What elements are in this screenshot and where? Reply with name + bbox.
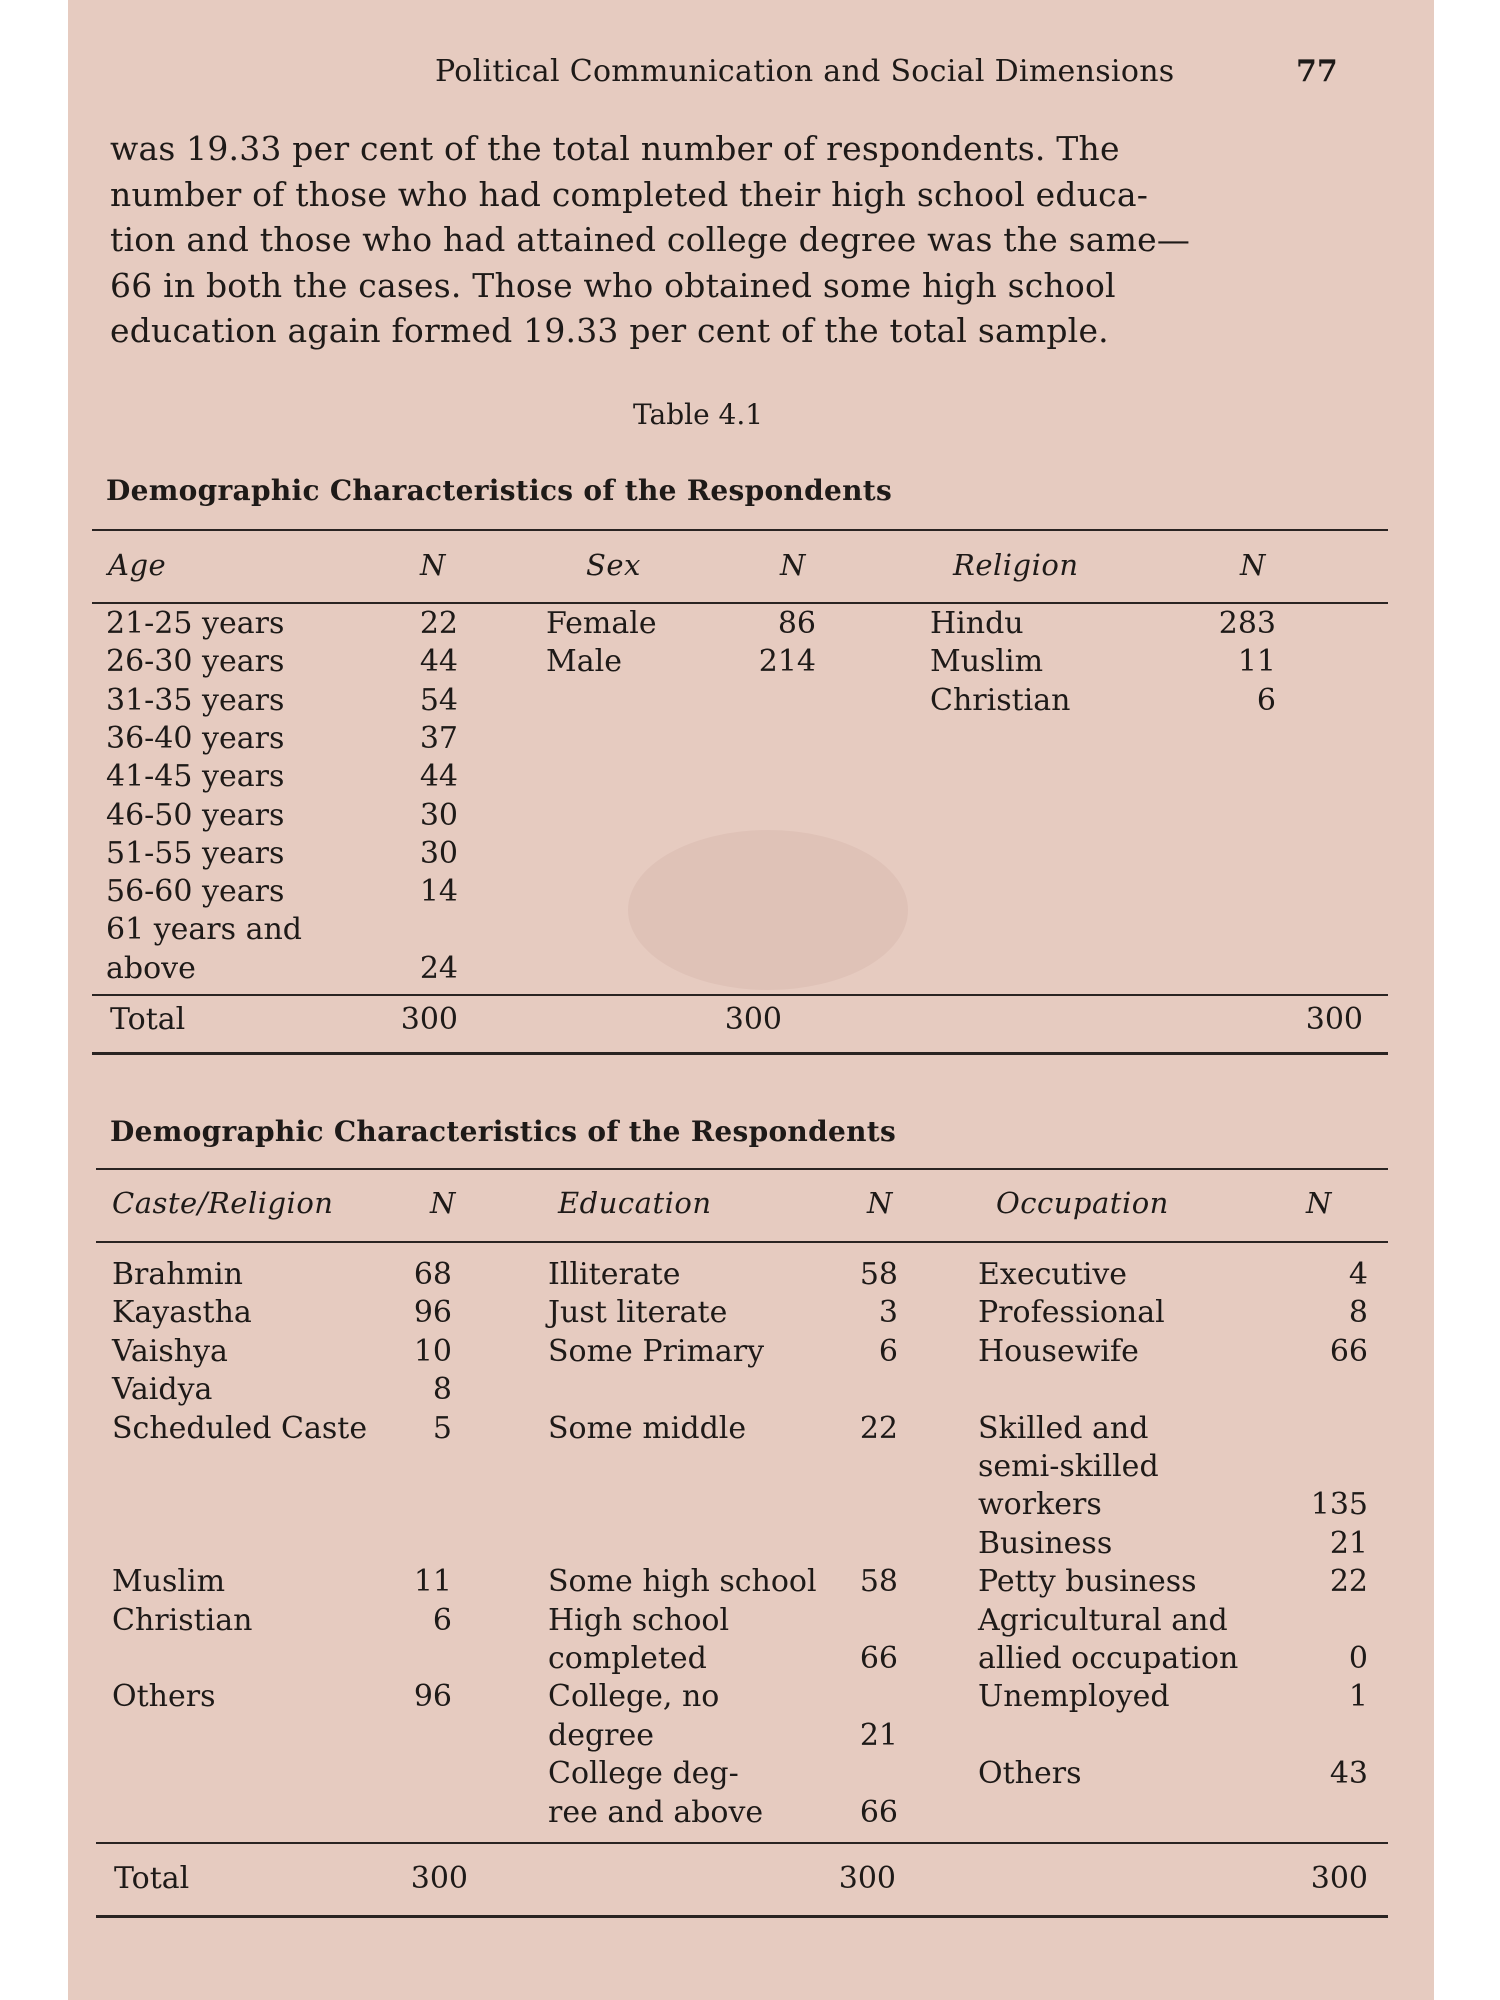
table1-total-age: 300 (400, 1002, 458, 1037)
education-row-label: Some high school (548, 1564, 817, 1600)
table1-total-label: Total (110, 1002, 186, 1037)
age-row-n: 44 (419, 759, 458, 795)
caste-row-n: 6 (432, 1602, 452, 1638)
age-row-n: 14 (419, 874, 458, 910)
caste-row-n: 68 (413, 1257, 452, 1292)
page-number: 77 (1296, 54, 1338, 89)
table2-total-occupation: 300 (1310, 1861, 1368, 1896)
caste-row-label: Vaishya (112, 1333, 228, 1369)
sex-row-n: 86 (777, 606, 816, 641)
age-row-label: 41-45 years (106, 759, 285, 795)
age-row-label: 31-35 years (106, 682, 285, 718)
education-row-n: 66 (859, 1641, 898, 1676)
running-header: Political Communication and Social Dimensions (435, 54, 1175, 89)
table1-total-religion: 300 (1305, 1002, 1363, 1037)
book-page (68, 0, 1434, 2000)
occupation-row-label: Unemployed (978, 1679, 1170, 1715)
table1-header-sex-n: N (780, 548, 806, 582)
age-row-label: 21-25 years (106, 606, 285, 641)
religion-row-label: Muslim (930, 644, 1044, 680)
age-row-n: 44 (419, 644, 458, 680)
caste-row-label: Muslim (112, 1564, 226, 1600)
caste-row-n: 96 (413, 1295, 452, 1331)
age-row-label: above (106, 950, 196, 986)
education-row-n: 58 (859, 1564, 898, 1600)
table1-top-rule (92, 529, 1388, 531)
occupation-row-label: Executive (978, 1257, 1128, 1292)
caste-row-n: 96 (413, 1679, 452, 1715)
age-row-label: 51-55 years (106, 835, 285, 871)
table2-header-rule (96, 1241, 1388, 1243)
education-row-label: Illiterate (548, 1257, 681, 1292)
occupation-row-n: 135 (1310, 1487, 1368, 1523)
religion-row-label: Hindu (930, 606, 1024, 641)
occupation-row-n: 22 (1329, 1564, 1368, 1600)
table1-header-rule (92, 602, 1388, 604)
table2-total-label: Total (114, 1861, 190, 1896)
table1-bottom-rule (92, 1052, 1388, 1055)
education-row-n: 21 (859, 1717, 898, 1753)
education-row-n: 66 (859, 1794, 898, 1830)
occupation-row-label: Business (978, 1525, 1113, 1561)
table1-header-age: Age (108, 548, 167, 582)
age-row-label: 36-40 years (106, 720, 285, 756)
paragraph-line: tion and those who had attained college degree was the same— (110, 220, 1191, 259)
table2-top-rule (96, 1168, 1388, 1170)
age-row-n: 30 (419, 797, 458, 833)
education-row-label: degree (548, 1717, 655, 1753)
occupation-row-n: 1 (1348, 1679, 1368, 1715)
education-row-label: completed (548, 1641, 707, 1676)
table1-header-sex: Sex (586, 548, 641, 582)
table2-bottom-rule (96, 1915, 1388, 1918)
paragraph-line: education again formed 19.33 per cent of the total sample. (110, 311, 1109, 350)
occupation-row-n: 66 (1329, 1333, 1368, 1369)
caste-row-label: Others (112, 1679, 216, 1715)
table1-header-religion: Religion (953, 548, 1079, 582)
table2-header-caste-n: N (430, 1186, 456, 1220)
caste-row-label: Kayastha (112, 1295, 252, 1331)
age-row-label: 61 years and (106, 912, 302, 948)
table2-title: Demographic Characteristics of the Respondents (110, 1115, 897, 1148)
table2-total-education: 300 (838, 1861, 896, 1896)
caste-row-label: Scheduled Caste (112, 1410, 368, 1446)
table1-total-sex: 300 (724, 1002, 782, 1037)
caste-row-n: 11 (413, 1564, 452, 1600)
table1-header-religion-n: N (1240, 548, 1266, 582)
education-row-label: College deg- (548, 1756, 739, 1792)
education-row-label: Just literate (548, 1295, 728, 1331)
age-row-n: 37 (419, 720, 458, 756)
sex-row-n: 214 (758, 644, 816, 680)
table-caption: Table 4.1 (633, 398, 764, 431)
occupation-row-n: 4 (1348, 1257, 1368, 1292)
table1-total-rule (92, 994, 1388, 996)
table2-total-rule (96, 1842, 1388, 1844)
caste-row-label: Christian (112, 1602, 253, 1638)
education-row-label: College, no (548, 1679, 720, 1715)
age-row-n: 30 (419, 835, 458, 871)
paragraph-line: 66 in both the cases. Those who obtained some high school (110, 265, 1116, 305)
paragraph-line: number of those who had completed their high school educa- (110, 174, 1149, 214)
religion-row-n: 11 (1237, 644, 1276, 680)
table2-header-occupation: Occupation (996, 1186, 1169, 1220)
religion-row-n: 283 (1218, 606, 1276, 641)
occupation-row-n: 43 (1329, 1756, 1368, 1792)
age-row-n: 22 (419, 606, 458, 641)
caste-row-n: 10 (413, 1333, 452, 1369)
table2-header-occupation-n: N (1306, 1186, 1332, 1220)
occupation-row-label: Skilled and (978, 1410, 1149, 1446)
religion-row-n: 6 (1256, 682, 1276, 718)
body-paragraph (110, 126, 1340, 354)
education-row-n: 22 (859, 1410, 898, 1446)
sex-row-label: Male (546, 644, 622, 680)
age-row-label: 26-30 years (106, 644, 285, 680)
caste-row-n: 5 (432, 1410, 452, 1446)
occupation-row-label: Professional (978, 1295, 1165, 1331)
age-row-n: 54 (419, 682, 458, 718)
caste-row-label: Vaidya (112, 1372, 213, 1408)
age-row-label: 56-60 years (106, 874, 285, 910)
paper-stain (628, 830, 908, 990)
occupation-row-label: Housewife (978, 1333, 1139, 1369)
occupation-row-label: semi-skilled (978, 1449, 1159, 1484)
caste-row-label: Brahmin (112, 1257, 243, 1292)
education-row-label: High school (548, 1602, 730, 1638)
sex-row-label: Female (546, 606, 657, 641)
education-row-n: 6 (878, 1333, 898, 1369)
table2-total-caste: 300 (410, 1861, 468, 1896)
age-row-label: 46-50 years (106, 797, 285, 833)
table1-title: Demographic Characteristics of the Respondents (106, 474, 893, 507)
education-row-label: Some middle (548, 1410, 747, 1446)
occupation-row-n: 0 (1348, 1641, 1368, 1676)
occupation-row-label: allied occupation (978, 1641, 1239, 1676)
age-row-n: 24 (419, 950, 458, 986)
table2-header-education-n: N (867, 1186, 893, 1220)
occupation-row-n: 21 (1329, 1525, 1368, 1561)
education-row-n: 58 (859, 1257, 898, 1292)
table2-header-caste: Caste/Religion (112, 1186, 334, 1220)
education-row-n: 3 (878, 1295, 898, 1331)
table1-header-age-n: N (420, 548, 446, 582)
religion-row-label: Christian (930, 682, 1071, 718)
caste-row-n: 8 (432, 1372, 452, 1408)
occupation-row-label: Others (978, 1756, 1082, 1792)
occupation-row-n: 8 (1348, 1295, 1368, 1331)
paragraph-line: was 19.33 per cent of the total number of respondents. The (110, 129, 1120, 168)
occupation-row-label: Agricultural and (978, 1602, 1228, 1638)
table2-header-education: Education (558, 1186, 712, 1220)
education-row-label: Some Primary (548, 1333, 765, 1369)
occupation-row-label: Petty business (978, 1564, 1197, 1600)
occupation-row-label: workers (978, 1487, 1102, 1523)
education-row-label: ree and above (548, 1794, 764, 1830)
